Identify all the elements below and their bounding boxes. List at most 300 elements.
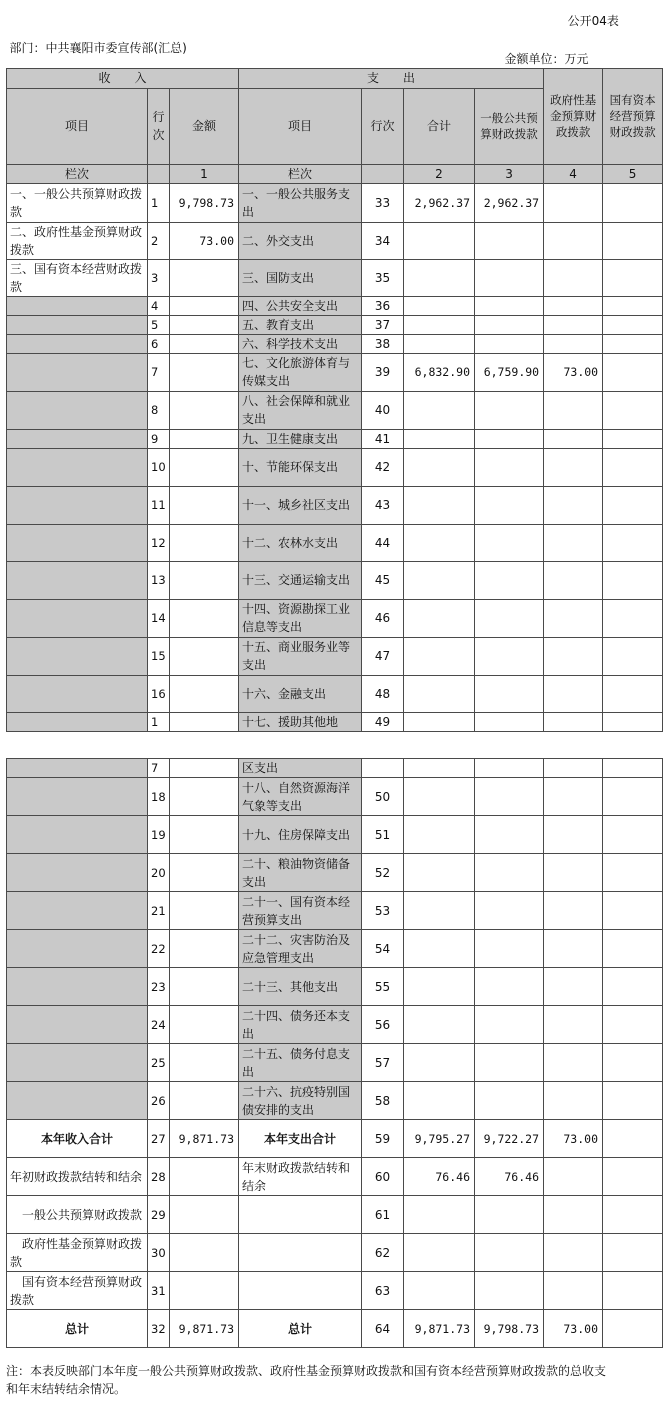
income-amount (170, 334, 239, 353)
income-item (7, 712, 148, 731)
table-row (7, 759, 663, 778)
total-amount (404, 429, 475, 448)
col-index: 2 (404, 164, 475, 183)
expense-rowno: 41 (362, 429, 404, 448)
total-amount (404, 816, 475, 854)
income-amount: 9,798.73 (170, 183, 239, 222)
expense-item (239, 1234, 362, 1272)
expense-rowno: 33 (362, 183, 404, 222)
income-amount (170, 759, 239, 778)
general-budget-amount (475, 778, 544, 816)
total-amount (404, 259, 475, 296)
income-amount (170, 1082, 239, 1120)
general-budget-amount (475, 429, 544, 448)
table-row (7, 1234, 663, 1272)
general-budget-amount (475, 259, 544, 296)
table-row (7, 1272, 663, 1310)
income-rowno: 1 (148, 712, 170, 731)
table-row (7, 637, 663, 675)
table-row (7, 1196, 663, 1234)
general-budget-amount: 6,759.90 (475, 353, 544, 391)
expense-section-header: 支 出 (239, 68, 544, 88)
income-amount (170, 259, 239, 296)
total-amount (404, 448, 475, 486)
gov-fund-amount (544, 599, 603, 637)
col-index: 5 (603, 164, 663, 183)
income-item (7, 675, 148, 712)
income-amount (170, 524, 239, 561)
table-row (7, 854, 663, 892)
income-rowno: 23 (148, 968, 170, 1006)
state-capital-amount (603, 816, 663, 854)
income-rowno: 10 (148, 448, 170, 486)
expense-rowno: 35 (362, 259, 404, 296)
expense-rowno: 37 (362, 315, 404, 334)
income-amount (170, 1234, 239, 1272)
income-amount (170, 968, 239, 1006)
table-row (7, 259, 663, 296)
expense-item: 二十四、债务还本支出 (239, 1006, 362, 1044)
income-rowno: 28 (148, 1158, 170, 1196)
income-rowno: 20 (148, 854, 170, 892)
expense-rowno: 50 (362, 778, 404, 816)
general-budget-amount (475, 1196, 544, 1234)
income-rowno: 4 (148, 296, 170, 315)
total-amount (404, 561, 475, 599)
state-capital-amount (603, 222, 663, 259)
state-capital-amount (603, 561, 663, 599)
income-rowno: 16 (148, 675, 170, 712)
table-row (7, 778, 663, 816)
expense-item: 十四、资源勘探工业信息等支出 (239, 599, 362, 637)
income-amount (170, 296, 239, 315)
state-capital-amount (603, 429, 663, 448)
general-budget-amount (475, 675, 544, 712)
income-item: 二、政府性基金预算财政拨款 (7, 222, 148, 259)
state-capital-header: 国有资本经营预算财政拨款 (603, 68, 663, 164)
gov-fund-amount: 73.00 (544, 1310, 603, 1348)
table-row (7, 712, 663, 731)
general-budget-amount (475, 892, 544, 930)
expense-rowno: 52 (362, 854, 404, 892)
expense-item-header: 项目 (239, 88, 362, 164)
income-rowno: 1 (148, 183, 170, 222)
expense-item: 十二、农林水支出 (239, 524, 362, 561)
expense-item: 二十、粮油物资储备支出 (239, 854, 362, 892)
expense-item: 二十五、债务付息支出 (239, 1044, 362, 1082)
income-amount (170, 816, 239, 854)
income-item (7, 1082, 148, 1120)
gov-fund-amount (544, 759, 603, 778)
table-row (7, 1044, 663, 1082)
general-budget-amount (475, 1006, 544, 1044)
total-amount (404, 334, 475, 353)
expense-rowno: 62 (362, 1234, 404, 1272)
income-amount (170, 778, 239, 816)
total-amount: 9,795.27 (404, 1120, 475, 1158)
income-rowno: 24 (148, 1006, 170, 1044)
state-capital-amount (603, 315, 663, 334)
gov-fund-amount (544, 1158, 603, 1196)
total-amount (404, 1272, 475, 1310)
income-item (7, 315, 148, 334)
table-row (7, 1158, 663, 1196)
state-capital-amount (603, 296, 663, 315)
state-capital-amount (603, 930, 663, 968)
expense-rowno: 40 (362, 391, 404, 429)
gov-fund-amount (544, 524, 603, 561)
income-amount (170, 561, 239, 599)
income-rowno: 9 (148, 429, 170, 448)
income-rowno: 30 (148, 1234, 170, 1272)
gov-fund-amount (544, 778, 603, 816)
gov-fund-amount: 73.00 (544, 1120, 603, 1158)
table-row (7, 1120, 663, 1158)
state-capital-amount (603, 854, 663, 892)
income-amount: 73.00 (170, 222, 239, 259)
expense-item: 六、科学技术支出 (239, 334, 362, 353)
gov-fund-amount (544, 259, 603, 296)
total-amount (404, 599, 475, 637)
expense-rowno: 39 (362, 353, 404, 391)
expense-item: 一、一般公共服务支出 (239, 183, 362, 222)
total-amount (404, 892, 475, 930)
col-index: 3 (475, 164, 544, 183)
general-budget-amount (475, 759, 544, 778)
expense-rowno: 46 (362, 599, 404, 637)
income-item (7, 334, 148, 353)
general-budget-amount (475, 561, 544, 599)
expense-item: 三、国防支出 (239, 259, 362, 296)
state-capital-amount (603, 1082, 663, 1120)
income-item (7, 778, 148, 816)
table-row (7, 892, 663, 930)
state-capital-amount (603, 448, 663, 486)
income-amount (170, 1006, 239, 1044)
state-capital-amount (603, 637, 663, 675)
general-budget-header: 一般公共预算财政拨款 (475, 88, 544, 164)
general-budget-amount: 2,962.37 (475, 183, 544, 222)
expense-item: 二十一、国有资本经营预算支出 (239, 892, 362, 930)
general-budget-amount (475, 315, 544, 334)
col-index: 4 (544, 164, 603, 183)
column-label: 栏次 (7, 164, 148, 183)
total-amount (404, 968, 475, 1006)
expense-item: 年末财政拨款结转和结余 (239, 1158, 362, 1196)
state-capital-amount (603, 599, 663, 637)
expense-rowno: 47 (362, 637, 404, 675)
general-budget-amount: 76.46 (475, 1158, 544, 1196)
expense-item: 二十六、抗疫特别国债安排的支出 (239, 1082, 362, 1120)
income-rowno: 11 (148, 486, 170, 524)
expense-rowno (362, 759, 404, 778)
income-item (7, 854, 148, 892)
general-budget-amount (475, 930, 544, 968)
income-item (7, 637, 148, 675)
income-item (7, 448, 148, 486)
gov-fund-amount (544, 1044, 603, 1082)
state-capital-amount (603, 391, 663, 429)
income-item (7, 759, 148, 778)
total-amount (404, 391, 475, 429)
expense-item: 七、文化旅游体育与传媒支出 (239, 353, 362, 391)
table-row (7, 429, 663, 448)
total-amount (404, 637, 475, 675)
income-amount (170, 1196, 239, 1234)
expense-rowno: 64 (362, 1310, 404, 1348)
income-rowno: 19 (148, 816, 170, 854)
state-capital-amount (603, 675, 663, 712)
general-budget-amount (475, 1272, 544, 1310)
total-amount: 76.46 (404, 1158, 475, 1196)
total-amount (404, 712, 475, 731)
income-item: 本年收入合计 (7, 1120, 148, 1158)
expense-item: 五、教育支出 (239, 315, 362, 334)
state-capital-amount (603, 1158, 663, 1196)
general-budget-amount (475, 968, 544, 1006)
income-rowno-header: 行次 (148, 88, 170, 164)
income-amount (170, 1158, 239, 1196)
state-capital-amount (603, 334, 663, 353)
total-amount (404, 759, 475, 778)
income-item (7, 296, 148, 315)
income-rowno: 13 (148, 561, 170, 599)
expense-item: 本年支出合计 (239, 1120, 362, 1158)
gov-fund-amount (544, 1196, 603, 1234)
general-budget-amount (475, 854, 544, 892)
income-item (7, 816, 148, 854)
gov-fund-amount (544, 448, 603, 486)
gov-fund-amount (544, 561, 603, 599)
state-capital-amount (603, 1196, 663, 1234)
state-capital-amount (603, 524, 663, 561)
expense-rowno: 51 (362, 816, 404, 854)
income-amount (170, 1272, 239, 1310)
income-item (7, 353, 148, 391)
income-amount (170, 486, 239, 524)
state-capital-amount (603, 968, 663, 1006)
total-amount (404, 1082, 475, 1120)
income-item: 国有资本经营预算财政拨款 (7, 1272, 148, 1310)
expense-item: 总计 (239, 1310, 362, 1348)
income-amount (170, 637, 239, 675)
department-label: 部门：中共襄阳市委宣传部(汇总) (9, 41, 187, 56)
state-capital-amount (603, 1234, 663, 1272)
expense-rowno: 38 (362, 334, 404, 353)
total-amount (404, 486, 475, 524)
income-item: 三、国有资本经营财政拨款 (7, 259, 148, 296)
gov-fund-amount (544, 315, 603, 334)
gov-fund-amount (544, 1082, 603, 1120)
expense-rowno: 61 (362, 1196, 404, 1234)
expense-rowno: 45 (362, 561, 404, 599)
gov-fund-amount (544, 930, 603, 968)
gov-fund-amount (544, 1006, 603, 1044)
expense-item: 九、卫生健康支出 (239, 429, 362, 448)
fiscal-table-page2 (6, 758, 663, 1348)
total-amount: 6,832.90 (404, 353, 475, 391)
expense-rowno: 43 (362, 486, 404, 524)
expense-item: 八、社会保障和就业支出 (239, 391, 362, 429)
page2-body (7, 759, 663, 1348)
income-rowno: 29 (148, 1196, 170, 1234)
table-row (7, 353, 663, 391)
gov-fund-amount (544, 968, 603, 1006)
income-rowno: 2 (148, 222, 170, 259)
income-item (7, 930, 148, 968)
gov-fund-amount (544, 486, 603, 524)
expense-item: 二、外交支出 (239, 222, 362, 259)
general-budget-amount (475, 599, 544, 637)
expense-rowno: 58 (362, 1082, 404, 1120)
income-item: 一、一般公共预算财政拨款 (7, 183, 148, 222)
total-amount (404, 296, 475, 315)
expense-rowno: 63 (362, 1272, 404, 1310)
general-budget-amount (475, 296, 544, 315)
income-item (7, 968, 148, 1006)
total-amount (404, 315, 475, 334)
state-capital-amount (603, 353, 663, 391)
total-header: 合计 (404, 88, 475, 164)
expense-item: 四、公共安全支出 (239, 296, 362, 315)
table-row (7, 1082, 663, 1120)
income-amount: 9,871.73 (170, 1120, 239, 1158)
general-budget-amount (475, 637, 544, 675)
income-rowno: 6 (148, 334, 170, 353)
gov-fund-amount (544, 391, 603, 429)
income-amount (170, 429, 239, 448)
income-amount (170, 315, 239, 334)
table-row (7, 675, 663, 712)
income-item (7, 1044, 148, 1082)
expense-rowno: 60 (362, 1158, 404, 1196)
income-item (7, 1006, 148, 1044)
gov-fund-amount (544, 816, 603, 854)
table-row (7, 296, 663, 315)
footnote: 注：本表反映部门本年度一般公共预算财政拨款、政府性基金预算财政拨款和国有资本经营预算财政拨款的总收支和年末结转结余情况。 (6, 1364, 607, 1396)
income-item (7, 486, 148, 524)
income-section-header: 收 入 (7, 68, 239, 88)
income-item (7, 429, 148, 448)
general-budget-amount (475, 524, 544, 561)
expense-item: 区支出 (239, 759, 362, 778)
expense-rowno: 48 (362, 675, 404, 712)
general-budget-amount (475, 222, 544, 259)
expense-rowno: 56 (362, 1006, 404, 1044)
income-item (7, 892, 148, 930)
table-row (7, 816, 663, 854)
gov-fund-amount (544, 1234, 603, 1272)
fiscal-table-page1 (6, 12, 663, 732)
general-budget-amount (475, 448, 544, 486)
table-row (7, 448, 663, 486)
table-row (7, 315, 663, 334)
state-capital-amount (603, 259, 663, 296)
income-rowno: 22 (148, 930, 170, 968)
total-amount (404, 222, 475, 259)
table-row (7, 486, 663, 524)
total-amount (404, 1196, 475, 1234)
income-item (7, 391, 148, 429)
income-rowno: 18 (148, 778, 170, 816)
table-row (7, 391, 663, 429)
income-rowno: 31 (148, 1272, 170, 1310)
page1-body (7, 183, 663, 731)
expense-rowno-header: 行次 (362, 88, 404, 164)
state-capital-amount (603, 1120, 663, 1158)
income-amount (170, 448, 239, 486)
expense-item: 二十三、其他支出 (239, 968, 362, 1006)
income-item: 总计 (7, 1310, 148, 1348)
income-rowno: 14 (148, 599, 170, 637)
gov-fund-amount (544, 222, 603, 259)
expense-rowno: 57 (362, 1044, 404, 1082)
income-amount (170, 675, 239, 712)
total-amount (404, 930, 475, 968)
table-row (7, 599, 663, 637)
gov-fund-amount (544, 1272, 603, 1310)
state-capital-amount (603, 712, 663, 731)
income-rowno: 27 (148, 1120, 170, 1158)
income-amount-header: 金额 (170, 88, 239, 164)
gov-fund-amount (544, 296, 603, 315)
income-rowno: 26 (148, 1082, 170, 1120)
state-capital-amount (603, 183, 663, 222)
expense-rowno: 54 (362, 930, 404, 968)
table-row (7, 1310, 663, 1348)
gov-fund-amount (544, 183, 603, 222)
general-budget-amount (475, 712, 544, 731)
state-capital-amount (603, 1006, 663, 1044)
general-budget-amount (475, 1082, 544, 1120)
income-amount (170, 1044, 239, 1082)
income-rowno: 32 (148, 1310, 170, 1348)
total-amount (404, 778, 475, 816)
income-amount: 9,871.73 (170, 1310, 239, 1348)
expense-item (239, 1196, 362, 1234)
income-item-header: 项目 (7, 88, 148, 164)
expense-rowno: 44 (362, 524, 404, 561)
page-break (0, 751, 671, 758)
income-rowno: 25 (148, 1044, 170, 1082)
total-amount (404, 675, 475, 712)
general-budget-amount: 9,798.73 (475, 1310, 544, 1348)
gov-fund-amount (544, 892, 603, 930)
income-amount (170, 353, 239, 391)
expense-item: 二十二、灾害防治及应急管理支出 (239, 930, 362, 968)
income-amount (170, 854, 239, 892)
expense-rowno: 53 (362, 892, 404, 930)
total-amount: 2,962.37 (404, 183, 475, 222)
income-rowno: 5 (148, 315, 170, 334)
total-amount (404, 854, 475, 892)
expense-rowno: 49 (362, 712, 404, 731)
gov-fund-header: 政府性基金预算财政拨款 (544, 68, 603, 164)
general-budget-amount: 9,722.27 (475, 1120, 544, 1158)
table-row (7, 334, 663, 353)
gov-fund-amount (544, 675, 603, 712)
gov-fund-amount (544, 334, 603, 353)
expense-rowno: 42 (362, 448, 404, 486)
income-amount (170, 391, 239, 429)
expense-item (239, 1272, 362, 1310)
gov-fund-amount (544, 712, 603, 731)
table-row (7, 968, 663, 1006)
expense-item: 十七、援助其他地 (239, 712, 362, 731)
total-amount (404, 1006, 475, 1044)
expense-item: 十六、金融支出 (239, 675, 362, 712)
state-capital-amount (603, 486, 663, 524)
